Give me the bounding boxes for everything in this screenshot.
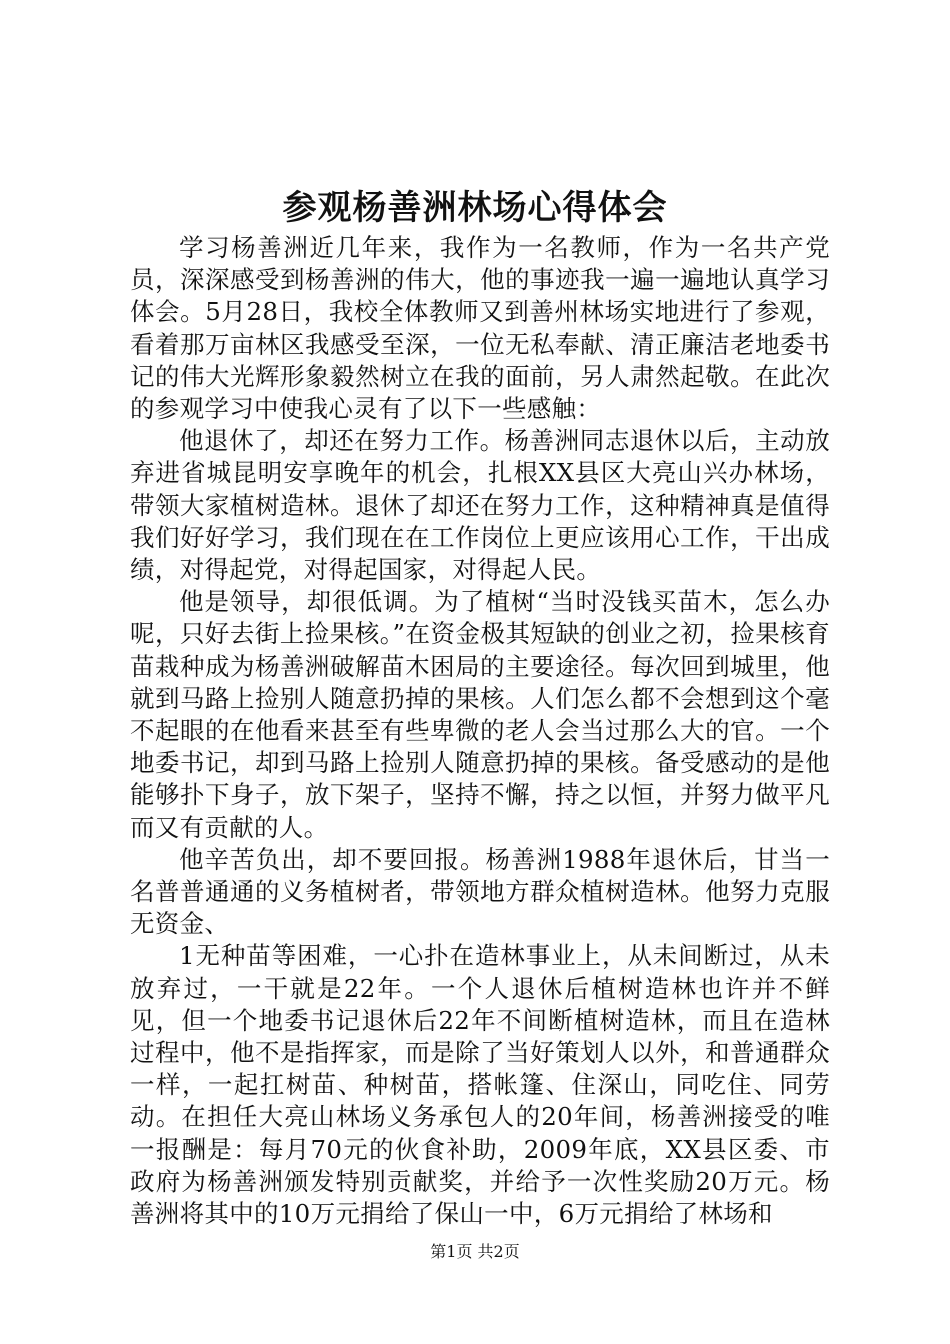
paragraph-5: 1无种苗等困难，一心扑在造林事业上，从未间断过，从未放弃过，一干就是22年。一个人退休后植树造林也许并不鲜见，但一个地委书记退休后22年不间断植树造林，而且在造林过程中，他不是指挥家，而是除了当好策划人以外，和普通群众一样，一起扛树苗、种树苗，搭帐篷、住深山，同吃住、同劳动。在担任大亮山林场义务承包人的20年间，杨善洲接受的唯一报酬是：每月70元的伙食补助，2009年底，XX县区委、市政府为杨善洲颁发特别贡献奖，并给予一次性奖励20万元。杨善洲将其中的10万元捐给了保山一中，6万元捐给了林场和: [130, 941, 830, 1229]
paragraph-1: 学习杨善洲近几年来，我作为一名教师，作为一名共产党员，深深感受到杨善洲的伟大，他的事迹我一遍一遍地认真学习体会。5月28日，我校全体教师又到善州林场实地进行了参观，看着那万亩林区我感受至深，一位无私奉献、清正廉洁老地委书记的伟大光辉形象毅然树立在我的面前，另人肃然起敬。在此次的参观学习中使我心灵有了以下一些感触：: [130, 233, 830, 424]
page-title: 参观杨善洲林场心得体会: [282, 188, 668, 228]
page-footer: 第1页 共2页: [430, 1242, 520, 1261]
paragraph-4: 他辛苦负出，却不要回报。杨善洲1988年退休后，甘当一名普普通通的义务植树者，带领地方群众植树造林。他努力克服无资金、: [130, 844, 830, 939]
document-body: [130, 232, 830, 1230]
paragraph-3: 他是领导，却很低调。为了植树“当时没钱买苗木，怎么办呢，只好去街上捡果核。”在资金极其短缺的创业之初，捡果核育苗栽种成为杨善洲破解苗木困局的主要途径。每次回到城里，他就到马路上捡别人随意扔掉的果核。人们怎么都不会想到这个毫不起眼的在他看来甚至有些卑微的老人会当过那么大的官。一个地委书记，却到马路上捡别人随意扔掉的果核。备受感动的是他能够扑下身子，放下架子，坚持不懈，持之以恒，并努力做平凡而又有贡献的人。: [130, 587, 830, 842]
paragraph-2: 他退休了，却还在努力工作。杨善洲同志退休以后，主动放弃进省城昆明安享晚年的机会，扎根XX县区大亮山兴办林场，带领大家植树造林。退休了却还在努力工作，这种精神真是值得我们好好学习，我们现在在工作岗位上更应该用心工作，干出成绩，对得起党，对得起国家，对得起人民。: [130, 426, 830, 585]
